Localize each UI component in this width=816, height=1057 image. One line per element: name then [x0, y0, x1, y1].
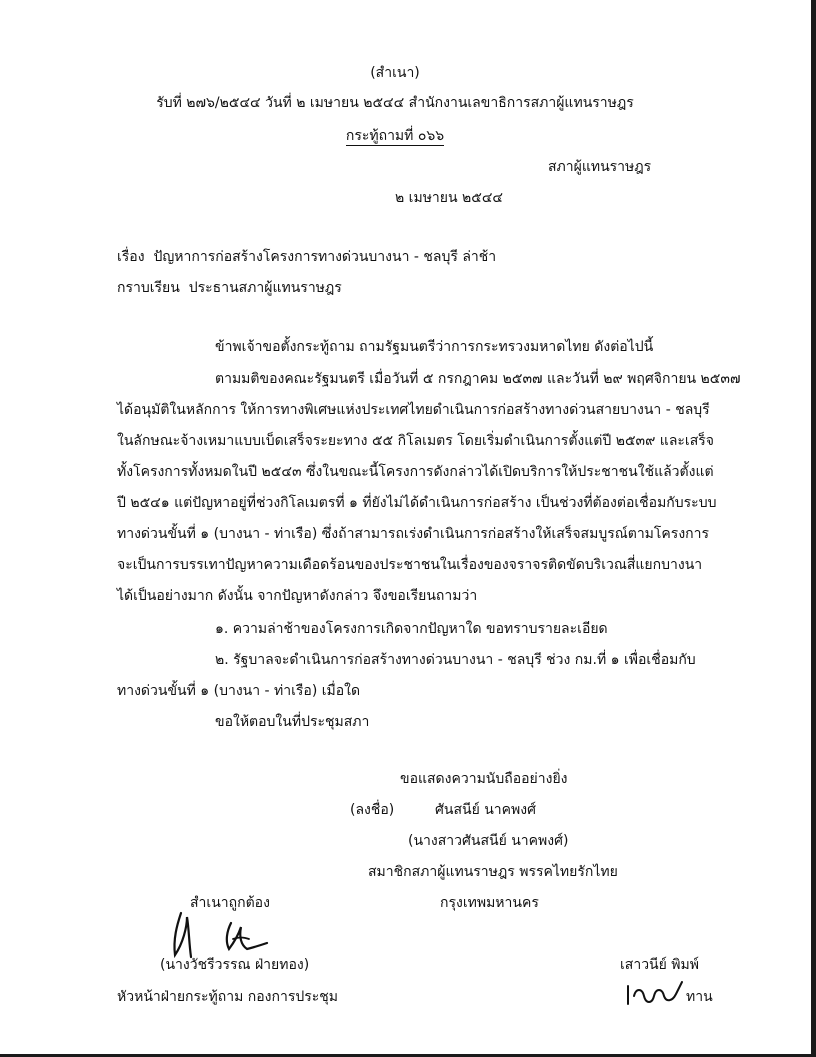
body-line: ในลักษณะจ้างเหมาแบบเบ็ดเสร็จระยะทาง ๕๕ กิโลเมตร โดยเริ่มดำเนินการตั้งแต่ปี ๒๕๓๙ และเสร็จ	[117, 433, 714, 449]
body-line: ทั้งโครงการทั้งหมดในปี ๒๕๔๓ ซึ่งในขณะนี้โครงการดังกล่าวได้เปิดบริการให้ประชาชนใช้แล้วตั้งแต่	[117, 464, 714, 480]
subject-label: เรื่อง	[117, 249, 145, 265]
closing-request: ขอให้ตอบในที่ประชุมสภา	[215, 714, 370, 730]
addressee-line	[117, 278, 342, 298]
regards: ขอแสดงความนับถืออย่างยิ่ง	[400, 771, 568, 787]
certified-copy-label: สำเนาถูกต้อง	[190, 895, 270, 911]
city: กรุงเทพมหานคร	[440, 895, 539, 911]
office-name: สภาผู้แทนราษฎร	[548, 159, 652, 175]
question-number	[0, 126, 790, 146]
certifier-title: หัวหน้าฝ่ายกระทู้ถาม กองการประชุม	[117, 989, 339, 1005]
document-date: ๒ เมษายน ๒๕๔๔	[395, 190, 504, 206]
body-line: ได้เป็นอย่างมาก ดังนั้น จากปัญหาดังกล่าว จึงขอเรียนถามว่า	[117, 588, 478, 604]
page-edge-right	[811, 0, 816, 1057]
certifier-name: (นางวัชรีวรรณ ฝ่ายทอง)	[160, 957, 310, 973]
subject-line	[117, 247, 496, 267]
question-item-2: ๒. รัฐบาลจะดำเนินการก่อสร้างทางด่วนบางนา - ชลบุรี ช่วง กม.ที่ ๑ เพื่อเชื่อมกับ	[215, 652, 696, 668]
body-intro: ข้าพเจ้าขอตั้งกระทู้ถาม ถามรัฐมนตรีว่าการกระทรวงมหาดไทย ดังต่อไปนี้	[215, 339, 654, 355]
received-line: รับที่ ๒๗๖/๒๕๔๔ วันที่ ๒ เมษายน ๒๕๔๔ สำนักงานเลขาธิการสภาผู้แทนราษฎร	[156, 95, 634, 111]
signed-label: (ลงชื่อ)	[350, 802, 395, 818]
full-name: (นางสาวศันสนีย์ นาคพงศ์)	[408, 833, 569, 849]
question-number-text: กระทู้ถามที่ ๐๖๖	[345, 128, 445, 144]
body-line: ได้อนุมัติในหลักการ ให้การทางพิเศษแห่งประเทศไทยดำเนินการก่อสร้างทางด่วนสายบางนา - ชลบุรี	[117, 402, 710, 418]
subject-text: ปัญหาการก่อสร้างโครงการทางด่วนบางนา - ชลบุรี ล่าช้า	[153, 249, 497, 265]
initials-signature	[626, 978, 686, 1010]
typist-typed-by: เสาวนีย์ พิมพ์	[620, 957, 699, 973]
copy-mark: (สำเนา)	[370, 65, 420, 81]
question-item-2-cont: ทางด่วนขั้นที่ ๑ (บางนา - ท่าเรือ) เมื่อใด	[117, 683, 361, 699]
body-line: ทางด่วนขั้นที่ ๑ (บางนา - ท่าเรือ) ซึ่งถ้าสามารถเร่งดำเนินการก่อสร้างให้เสร็จสมบูรณ์ตามโครงการ	[117, 526, 710, 542]
typist-checked-suffix: ทาน	[686, 989, 713, 1005]
addressee-label: กราบเรียน	[117, 280, 180, 296]
question-item-1: ๑. ความล่าช้าของโครงการเกิดจากปัญหาใด ขอทราบรายละเอียด	[215, 621, 608, 637]
body-line: ตามมติของคณะรัฐมนตรี เมื่อวันที่ ๕ กรกฎาคม ๒๕๓๗ และวันที่ ๒๙ พฤศจิกายน ๒๕๓๗	[215, 371, 741, 387]
signed-name: ศันสนีย์ นาคพงศ์	[435, 802, 536, 818]
addressee-text: ประธานสภาผู้แทนราษฎร	[188, 280, 342, 296]
body-line: ปี ๒๕๔๑ แต่ปัญหาอยู่ที่ช่วงกิโลเมตรที่ ๑ ที่ยังไม่ได้ดำเนินการก่อสร้าง เป็นช่วงที่ต้องต่อเชื่อมกับระบบ	[117, 495, 717, 511]
body-line: จะเป็นการบรรเทาปัญหาความเดือดร้อนของประชาชนในเรื่องของจราจรติดขัดบริเวณสี่แยกบางนา	[117, 557, 703, 573]
member-position: สมาชิกสภาผู้แทนราษฎร พรรคไทยรักไทย	[368, 864, 618, 880]
